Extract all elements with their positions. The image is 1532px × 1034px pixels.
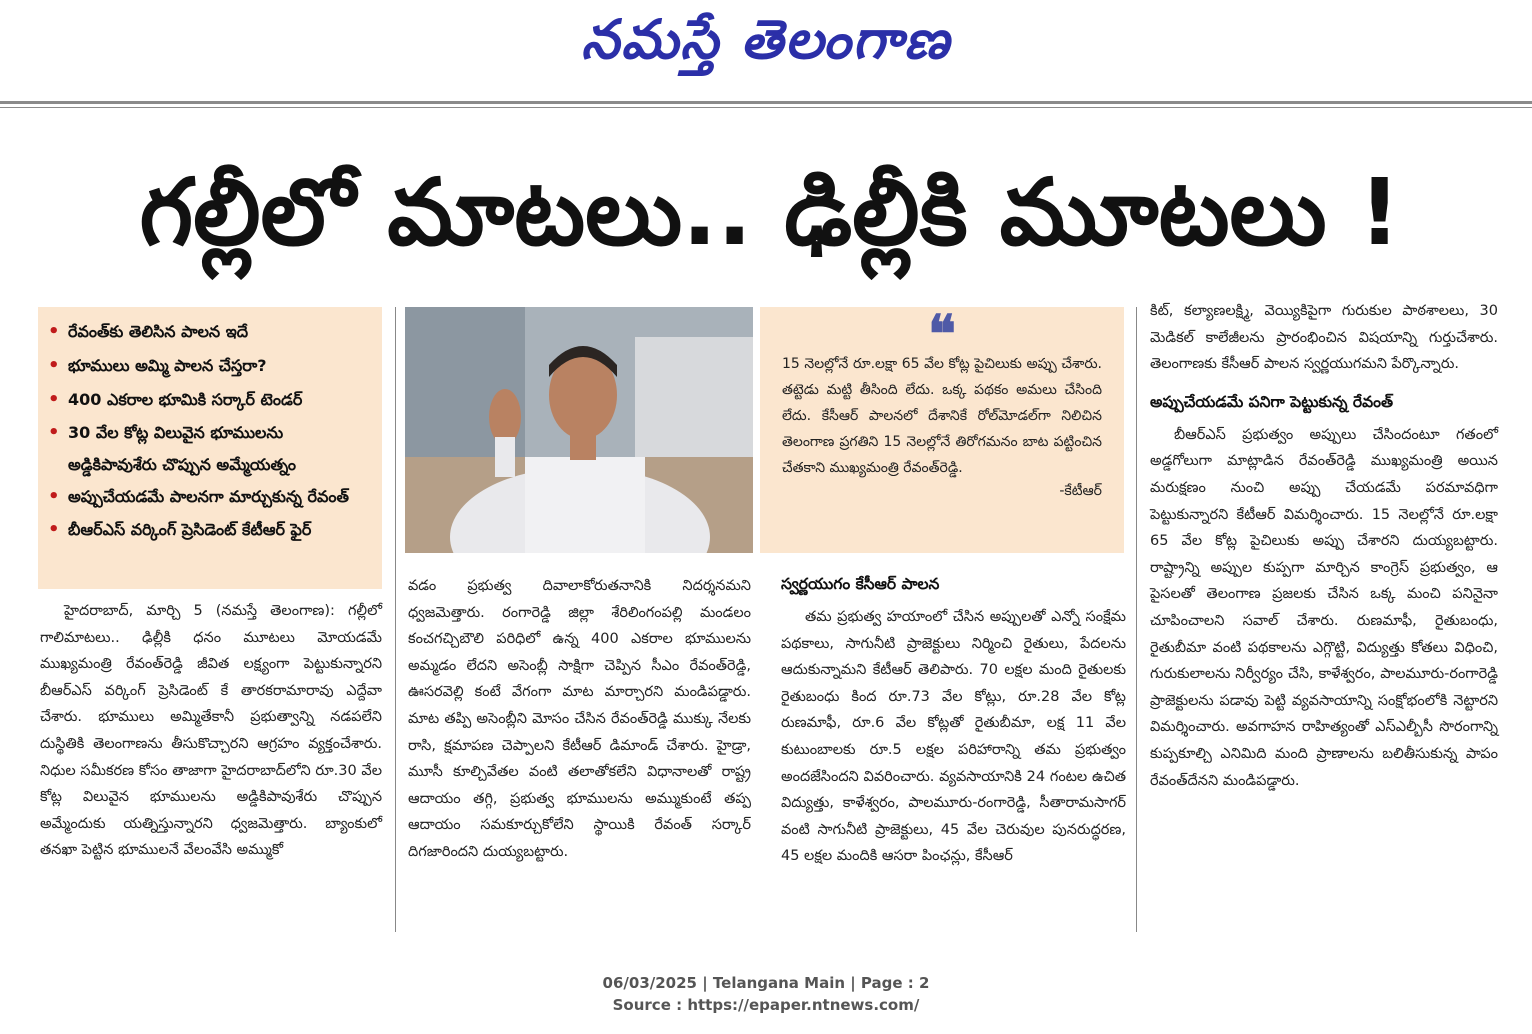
person-photo-illustration (405, 307, 753, 553)
highlight-item: • 400 ఎకరాల భూమికి సర్కార్ టెండర్ (46, 383, 374, 417)
bullet-icon: • (48, 519, 60, 540)
highlight-item: • అప్పుచేయడమే పాలనగా మార్చుకున్న రేవంత్ (46, 481, 374, 513)
masthead-rule-bottom (0, 107, 1532, 108)
bullet-icon: • (48, 321, 60, 342)
column-divider (1136, 307, 1137, 932)
article-paragraph: హైదరాబాద్, మార్చి 5 (నమస్తే తెలంగాణ): గల్లీలో గాలిమాటలు.. ఢిల్లీకి ధనం మూటలు మోయడమే ముఖ్యమంత్రి రేవంత్‌రెడ్డి జీవిత లక్ష్యంగా పెట్టుకున్నారని బీఆర్ఎస్ వర్కింగ్ ప్రెసిడెంట్ కే తారకరామారావు ఎద్దేవా చేశారు. భూములు అమ్మితేకానీ ప్రభుత్వాన్ని నడపలేని దుస్థితికి తెలంగాణను తీసుకొచ్చారని ఆగ్రహం వ్యక్తంచేశారు. నిధుల సమీకరణ కోసం తాజాగా హైదరాబాద్‌లోని రూ.30 వేల కోట్ల విలువైన భూములను అడ్డికిపావుశేరు చొప్పున అమ్మేందుకు యత్నిస్తున్నారని ధ్వజమెత్తారు. బ్యాంకులో తనఖా పెట్టిన భూములనే వేలంవేసి అమ్ముకో (40, 603, 382, 859)
article-column-4 (1150, 298, 1498, 794)
bullet-icon: • (48, 422, 60, 443)
masthead (0, 0, 1532, 100)
highlight-item: • 30 వేల కోట్ల విలువైన భూములను అడ్డికిపావుశేరు చొప్పున అమ్మేయత్నం (46, 417, 374, 481)
bullet-icon: • (48, 355, 60, 376)
footer-source: Source : https://epaper.ntnews.com/ (612, 996, 920, 1014)
headline: గల్లీలో మాటలు.. ఢిల్లీకి మూటలు ! (139, 159, 1401, 266)
article-paragraph: వడం ప్రభుత్వ దివాలాకోరుతనానికి నిదర్శనమని ధ్వజమెత్తారు. రంగారెడ్డి జిల్లా శేరిలింగంపల్లి మండలం కంచగచ్చిబౌలి పరిధిలో ఉన్న 400 ఎకరాల భూములను అమ్మడం లేదని అసెంబ్లీ సాక్షిగా చెప్పిన సీఎం రేవంత్‌రెడ్డి, ఊసరవెల్లి కంటే వేగంగా మాట మార్చారని మండిపడ్డారు. మాట తప్పి అసెంబ్లీని మోసం చేసిన రేవంత్‌రెడ్డి ముక్కు నేలకు రాసి, క్షమాపణ చెప్పాలని కేటీఆర్ డిమాండ్ చేశారు. హైడ్రా, మూసీ కూల్చివేతల వంటి తలాతోకలేని విధానాలతో రాష్ట్ర ఆదాయం తగ్గి, ప్రభుత్వ భూములను అమ్ముకుంటే తప్ప ఆదాయం సమకూర్చుకోలేని స్థాయికి రేవంత్ సర్కార్ దిగజారిందని దుయ్యబట్టారు. (408, 578, 751, 860)
newspaper-logo: నమస్తే తెలంగాణ (581, 8, 951, 71)
article-column-3 (781, 570, 1126, 870)
article-paragraph: తమ ప్రభుత్వ హయాంలో చేసిన అప్పులతో ఎన్నో సంక్షేమ పథకాలు, సాగునీటి ప్రాజెక్టులు నిర్మించి రైతులు, పేదలను ఆదుకున్నామని కేటీఆర్ తెలిపారు. 70 లక్షల మంది రైతులకు రైతుబంధు కింద రూ.73 వేల కోట్లు, రూ.28 వేల కోట్ల రుణమాఫీ, రూ.6 వేల కోట్లతో రైతుబీమా, లక్ష 11 వేల కుటుంబాలకు రూ.5 లక్షల పరిహారాన్ని తమ ప్రభుత్వం అందజేసిందని వివరించారు. వ్యవసాయానికి 24 గంటల ఉచిత విద్యుత్తు, కాళేశ్వరం, పాలమూరు-రంగారెడ్డి, సీతారామసాగర్ వంటి సాగునీటి ప్రాజెక్టులు, 45 వేల చెరువుల పునరుద్ధరణ, 45 లక్షల మందికి ఆసరా పింఛన్లు, కేసీఆర్ (781, 609, 1126, 865)
article-paragraph: బీఆర్ఎస్ ప్రభుత్వం అప్పులు చేసిందంటూ గతంలో అడ్డగోలుగా మాట్లాడిన రేవంత్‌రెడ్డి ముఖ్యమంత్రి అయిన మరుక్షణం నుంచి అప్పు చేయడమే పరమావధిగా పెట్టుకున్నారని కేటీఆర్ విమర్శించారు. 15 నెలల్లోనే రూ.లక్షా 65 వేల కోట్ల పైచిలుకు అప్పు చేశారని దుయ్యబట్టారు. రాష్ట్రాన్ని అప్పుల కుప్పగా మార్చిన కాంగ్రెస్ ప్రభుత్వం, ఆ పైసలతో తెలంగాణ ప్రజలకు చేసిన ఒక్క మంచి పనినైనా చూపించాలని సవాల్ చేశారు. రుణమాఫీ, రైతుబంధు, రైతుబీమా వంటి పథకాలను ఎగ్గొట్టి, విద్యుత్తు కోతలు విధించి, గురుకులాలను నిర్వీర్యం చేసి, కాళేశ్వరం, పాలమూరు-రంగారెడ్డి ప్రాజెక్టులను పడావు పెట్టి వ్యవసాయాన్ని సంక్షోభంలోకి నెట్టారని విమర్శించారు. అవగాహన రాహిత్యంతో ఎస్ఎల్బీసీ సొరంగాన్ని కుప్పకూల్చి ఎనిమిది మంది ప్రాణాలను బలితీసుకున్న పాపం రేవంత్‌దేనని మండిపడ్డారు. (1150, 426, 1498, 789)
article-column-2 (408, 573, 751, 866)
quote-attribution: -కేటీఆర్ (1059, 483, 1102, 499)
column-divider (395, 307, 396, 932)
quote-text: 15 నెలల్లోనే రూ.లక్షా 65 వేల కోట్ల పైచిలుకు అప్పు చేశారు. తట్టెడు మట్టి తీసింది లేదు. ఒక్క పథకం అమలు చేసింది లేదు. కేసీఆర్ పాలనలో దేశానికే రోల్‌మోడల్‌గా నిలిచిన తెలంగాణ ప్రగతిని 15 నెలల్లోనే తిరోగమనం బాట పట్టించిన చేతకాని ముఖ్యమంత్రి రేవంత్‌రెడ్డి. (782, 356, 1102, 476)
highlight-item: • భూములు అమ్మి పాలన చేస్తరా? (46, 349, 374, 383)
highlight-item: • రేవంత్‌కు తెలిసిన పాలన ఇదే (46, 315, 374, 349)
ktr-photo (405, 307, 753, 553)
subheading: స్వర్ణయుగం కేసీఆర్ పాలన (781, 575, 940, 593)
footer-date-edition: 06/03/2025 | Telangana Main | Page : 2 (602, 974, 930, 992)
subheading: అప్పుచేయడమే పనిగా పెట్టుకున్న రేవంత్ (1150, 392, 1394, 411)
masthead-rule-top (0, 101, 1532, 104)
quote-icon: ❝ (928, 304, 956, 365)
highlights-box (38, 307, 382, 589)
bullet-icon: • (48, 389, 60, 410)
highlights-list (46, 315, 374, 547)
article-column-1 (40, 598, 382, 864)
bullet-icon: • (48, 486, 60, 507)
pull-quote (760, 304, 1124, 553)
highlight-item: • బీఆర్ఎస్ వర్కింగ్ ప్రెసిడెంట్ కేటీఆర్ ఫైర్ (46, 513, 374, 547)
article-paragraph: కిట్, కల్యాణలక్ష్మి, వెయ్యికిపైగా గురుకుల పాఠశాలలు, 30 మెడికల్ కాలేజీలను ప్రారంభించిన విషయాన్ని గుర్తుచేశారు. తెలంగాణకు కేసీఆర్ పాలన స్వర్ణయుగమని పేర్కొన్నారు. (1150, 303, 1498, 373)
